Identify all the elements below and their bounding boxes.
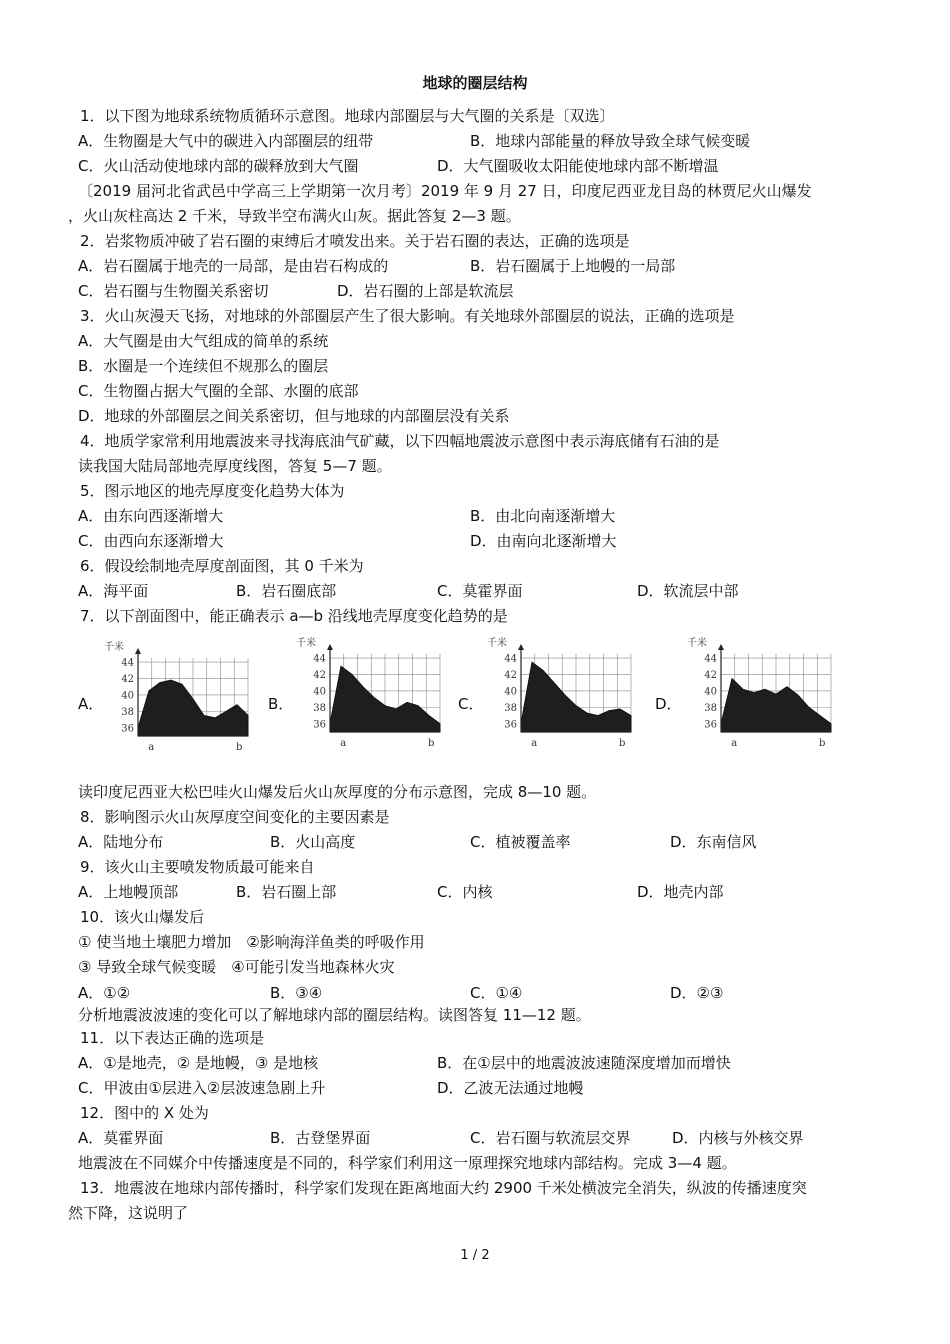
y-tick-label: 42: [313, 670, 326, 682]
q8-option-d: D．东南信风: [670, 833, 757, 851]
page-title: 地球的圈层结构: [422, 74, 528, 92]
q8-option-a: A．陆地分布: [78, 833, 164, 851]
profile-svg: [102, 636, 262, 756]
q8-stem: 8．影响图示火山灰厚度空间变化的主要因素是: [80, 808, 390, 826]
q3-option-b: B．水圈是一个连续但不规那么的圈层: [78, 357, 329, 375]
q1-option-d: D．大气圈吸收太阳能使地球内部不断增温: [437, 157, 719, 175]
page-number: 1 / 2: [460, 1248, 490, 1263]
y-axis-label: 千米: [104, 642, 124, 653]
y-tick-label: 38: [504, 702, 517, 714]
q13-stem-line1: 13．地震波在地球内部传播时，科学家们发现在距离地面大约 2900 千米处横波完全消失，纵波的传播速度突: [80, 1179, 807, 1197]
y-tick-label: 42: [121, 674, 134, 686]
q13-stem-line2: 然下降，这说明了: [68, 1204, 189, 1222]
q1-option-a: A．生物圈是大气中的碳进入内部圈层的纽带: [78, 132, 374, 150]
q11-option-b: B．在①层中的地震波波速随深度增加而增快: [437, 1054, 731, 1072]
intro-13: 地震波在不同媒介中传播速度是不同的，科学家们利用这一原理探究地球内部结构。完成 3—4 题。: [78, 1154, 737, 1172]
q7-option-c: C．: [458, 695, 484, 713]
q2-stem: 2．岩浆物质冲破了岩石圈的束缚后才喷发出来。关于岩石圈的表达，正确的选项是: [80, 232, 630, 250]
q1-option-c: C．火山活动使地球内部的碳释放到大气圈: [78, 157, 359, 175]
q12-stem: 12．图中的 X 处为: [80, 1104, 209, 1122]
q6-option-a: A．海平面: [78, 582, 149, 600]
q7-option-d: D．: [655, 695, 682, 713]
profile-svg: [485, 632, 645, 752]
q9-option-a: A．上地幔顶部: [78, 883, 179, 901]
y-axis-arrow: [135, 648, 141, 654]
q7-option-b: B．: [268, 695, 294, 713]
q12-option-b: B．古登堡界面: [270, 1129, 371, 1147]
q6-option-d: D．软流层中部: [637, 582, 739, 600]
profile-svg: [685, 632, 845, 752]
intro-2-3-line2: ，火山灰柱高达 2 千米，导致半空布满火山灰。据此答复 2—3 题。: [68, 207, 521, 225]
y-tick-label: 36: [504, 719, 517, 731]
x-label-b: b: [427, 738, 435, 749]
x-label-b: b: [235, 742, 243, 753]
y-tick-label: 42: [504, 670, 517, 682]
q11-option-a: A．①是地壳，② 是地幔，③ 是地核: [78, 1054, 319, 1072]
q6-option-b: B．岩石圈底部: [236, 582, 337, 600]
y-tick-label: 40: [313, 686, 326, 698]
y-tick-label: 40: [121, 690, 134, 702]
y-tick-label: 42: [704, 670, 717, 682]
y-tick-label: 40: [704, 686, 717, 698]
q9-option-d: D．地壳内部: [637, 883, 724, 901]
q8-option-b: B．火山高度: [270, 833, 356, 851]
y-axis-arrow: [327, 644, 333, 650]
q11-option-c: C．甲波由①层进入②层波速急剧上升: [78, 1079, 326, 1097]
q2-option-c: C．岩石圈与生物圈关系密切: [78, 282, 269, 300]
q3-option-d: D．地球的外部圈层之间关系密切，但与地球的内部圈层没有关系: [78, 407, 510, 425]
y-tick-label: 44: [504, 653, 517, 665]
q6-option-c: C．莫霍界面: [437, 582, 523, 600]
y-tick-label: 44: [704, 653, 717, 665]
intro-2-3-line1: 〔2019 届河北省武邑中学高三上学期第一次月考〕2019 年 9 月 27 日，印度尼西亚龙目岛的林贾尼火山爆发: [78, 182, 812, 200]
y-tick-label: 40: [504, 686, 517, 698]
x-label-a: a: [531, 738, 538, 749]
y-tick-label: 36: [704, 719, 717, 731]
y-axis-arrow: [518, 644, 524, 650]
q5-stem: 5．图示地区的地壳厚度变化趋势大体为: [80, 482, 345, 500]
intro-8-10: 读印度尼西亚大松巴哇火山爆发后火山灰厚度的分布示意图，完成 8—10 题。: [78, 783, 597, 801]
q10-statements-1: ① 使当地土壤肥力增加 ②影响海洋鱼类的呼吸作用: [78, 933, 425, 951]
q12-option-d: D．内核与外核交界: [672, 1129, 804, 1147]
q9-stem: 9．该火山主要喷发物质最可能来自: [80, 858, 315, 876]
q10-statements-2: ③ 导致全球气候变暖 ④可能引发当地森林火灾: [78, 958, 395, 976]
q3-option-a: A．大气圈是由大气组成的简单的系统: [78, 332, 329, 350]
x-label-a: a: [340, 738, 347, 749]
y-axis-label: 千米: [487, 638, 507, 649]
q5-option-a: A．由东向西逐渐增大: [78, 507, 224, 525]
x-label-b: b: [618, 738, 626, 749]
intro-11-12: 分析地震波波速的变化可以了解地球内部的圈层结构。读图答复 11—12 题。: [78, 1006, 591, 1024]
q12-option-a: A．莫霍界面: [78, 1129, 164, 1147]
q1-option-b: B．地球内部能量的释放导致全球气候变暖: [470, 132, 751, 150]
profile-svg: [294, 632, 454, 752]
q5-option-c: C．由西向东逐渐增大: [78, 532, 224, 550]
q11-stem: 11．以下表达正确的选项是: [80, 1029, 265, 1047]
q7-stem: 7．以下剖面图中，能正确表示 a—b 沿线地壳厚度变化趋势的是: [80, 607, 508, 625]
q2-option-b: B．岩石圈属于上地幔的一局部: [470, 257, 676, 275]
q1-stem: 1．以下图为地球系统物质循环示意图。地球内部圈层与大气圈的关系是〔双选〕: [80, 107, 615, 125]
y-tick-label: 36: [313, 719, 326, 731]
profile-chart-a: [102, 636, 262, 756]
profile-chart-c: [485, 632, 645, 752]
y-axis-label: 千米: [687, 638, 707, 649]
q5-option-d: D．由南向北逐渐增大: [470, 532, 617, 550]
q10-option-a: A．①②: [78, 984, 131, 1002]
profile-chart-b: [294, 632, 454, 752]
x-label-b: b: [818, 738, 826, 749]
y-tick-label: 38: [121, 706, 134, 718]
q10-stem: 10．该火山爆发后: [80, 908, 205, 926]
x-label-a: a: [148, 742, 155, 753]
y-tick-label: 44: [121, 657, 134, 669]
q2-option-d: D．岩石圈的上部是软流层: [337, 282, 514, 300]
y-tick-label: 38: [704, 702, 717, 714]
profile-chart-d: [685, 632, 845, 752]
x-label-a: a: [731, 738, 738, 749]
q3-option-c: C．生物圈占据大气圈的全部、水圈的底部: [78, 382, 359, 400]
q11-option-d: D．乙波无法通过地幔: [437, 1079, 584, 1097]
q9-option-c: C．内核: [437, 883, 493, 901]
y-tick-label: 38: [313, 702, 326, 714]
y-tick-label: 36: [121, 723, 134, 735]
y-axis-label: 千米: [296, 638, 316, 649]
q5-option-b: B．由北向南逐渐增大: [470, 507, 616, 525]
q9-option-b: B．岩石圈上部: [236, 883, 337, 901]
q2-option-a: A．岩石圈属于地壳的一局部，是由岩石构成的: [78, 257, 389, 275]
q8-option-c: C．植被覆盖率: [470, 833, 571, 851]
y-tick-label: 44: [313, 653, 326, 665]
q6-stem: 6．假设绘制地壳厚度剖面图，其 0 千米为: [80, 557, 364, 575]
intro-5-7: 读我国大陆局部地壳厚度线图，答复 5—7 题。: [78, 457, 392, 475]
q3-stem: 3．火山灰漫天飞扬，对地球的外部圈层产生了很大影响。有关地球外部圈层的说法，正确的选项是: [80, 307, 735, 325]
q4-stem: 4．地质学家常利用地震波来寻找海底油气矿藏，以下四幅地震波示意图中表示海底储有石油的是: [80, 432, 720, 450]
y-axis-arrow: [718, 644, 724, 650]
q7-option-a: A．: [78, 695, 104, 713]
q10-option-d: D．②③: [670, 984, 724, 1002]
q12-option-c: C．岩石圈与软流层交界: [470, 1129, 631, 1147]
q10-option-c: C．①④: [470, 984, 523, 1002]
q10-option-b: B．③④: [270, 984, 323, 1002]
